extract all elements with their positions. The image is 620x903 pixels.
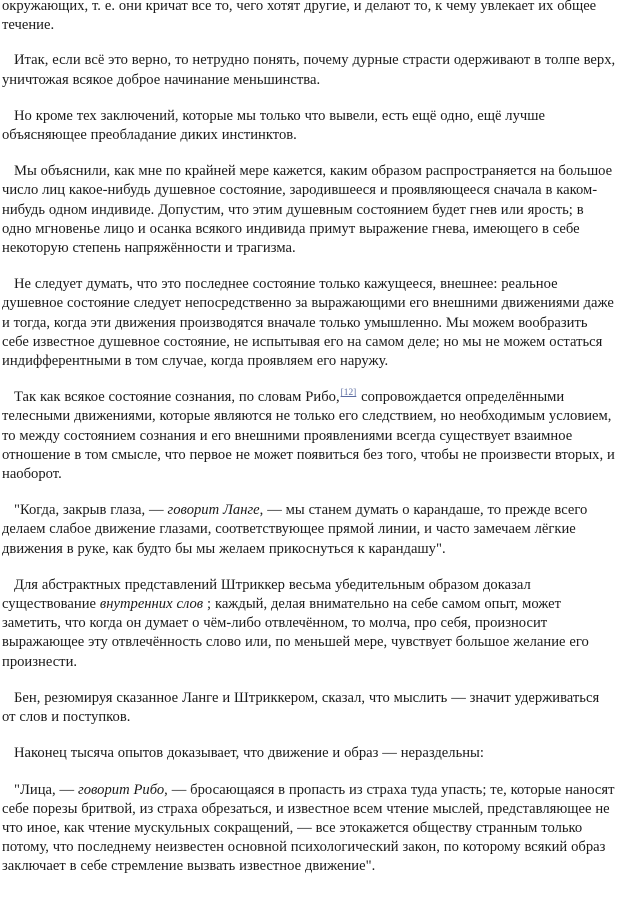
paragraph [2, 744, 616, 763]
body-text-run: Но кроме тех заключений, которые мы только что вывели, есть ещё одно, ещё лучше объясняющее преобладание диких инстинктов. [2, 107, 545, 144]
body-text-run: сопровождается определёнными телесными движениями, которые являются не только его следствием, но необходимым условием, то между состоянием сознания и его внешними проявлениями всегда существует взаимное отношение в том смысле, что первое не может появиться без того, чтобы не произвести вторых, и наоборот. [2, 389, 615, 483]
paragraph [2, 501, 616, 559]
body-text-run: Итак, если всё это верно, то нетрудно понять, почему дурные страсти одерживают в толпе верх, уничтожая всякое доброе начинание меньшинства. [2, 52, 616, 88]
emphasis-text: внутренних слов [99, 596, 204, 613]
paragraph [2, 107, 616, 145]
body-text-run: Мы объяснили, как мне по крайней мере кажется, каким образом распространяется на большое число лиц какое-нибудь душевное состояние, зародившееся и проявляющееся сначала в каком-нибудь одном индивиде. Допустим, что этим душевным состоянием будет гнев или ярость; в одно мгновенье лицо и осанка всякого индивида примут выражение гнева, имеющего в себе некоторую степень напряжённости и трагизма. [2, 163, 613, 257]
paragraph [2, 162, 616, 258]
paragraph [2, 576, 616, 672]
paragraph [2, 388, 616, 484]
paragraph [2, 0, 616, 35]
body-text-run: ; каждый, делая внимательно на себе самом опыт, может заметить, что когда он думает о чём-либо отвлечённом, то молча, про себя, произносит выражающее эту отвлечённость слово или, по меньшей мере, чувствует большое желание его произнести. [2, 596, 589, 670]
body-text-run: , — мы станем думать о карандаше, то прежде всего делаем слабое движение глазами, соответствующее прямой линии, и часто замечаем лёгкие движения в руке, как будто бы мы желаем прикоснуться к карандашу". [2, 502, 588, 557]
paragraph [2, 51, 616, 89]
paragraph [2, 689, 616, 727]
body-text-run: окружающих, т. е. они кричат все то, чего хотят другие, и делают то, к чему увлекает их общее течение. [2, 0, 597, 34]
body-text-run: Наконец тысяча опытов доказывает, что движение и образ — нераздельны: [14, 745, 484, 762]
emphasis-text: говорит Ланге [167, 502, 260, 519]
body-text-run: "Когда, закрыв глаза, — [14, 502, 168, 519]
emphasis-text: говорит Рибо [77, 781, 165, 798]
body-text-run: , — бросающаяся в пропасть из страха туда упасть; те, которые наносят себе порезы бритвой, из страха обрезаться, и известное всем чтение мыслей, представляющее не что иное, как чтение мускульных сокращений, — все этокажется обществу странным только потому, что последнему неизвестен основной психологический закон, по которому всякий образ заключает в себе стремление вызвать известное движение". [2, 781, 615, 875]
body-text-run: Не следует думать, что это последнее состояние только кажущееся, внешнее: реальное душевное состояние следует непосредственно за выражающими его внешними движениями даже и тогда, когда эти движения производятся вначале только умышленно. Мы можем вообразить себе известное душевное состояние, не испытывая его на самом деле; но мы не можем остаться индифферентными в том случае, когда проявляем его наружу. [2, 276, 614, 370]
body-text-run: Бен, резюмируя сказанное Ланге и Штриккером, сказал, что мыслить — значит удерживаться от слов и поступков. [2, 689, 600, 726]
paragraph [2, 275, 616, 371]
footnote-reference-link[interactable]: [12] [340, 388, 357, 399]
paragraph [2, 781, 616, 877]
document-body [2, 0, 616, 877]
body-text-run: "Лица, — [14, 781, 78, 798]
body-text-run: Так как всякое состояние сознания, по словам Рибо, [14, 389, 340, 406]
body-text-run: Для абстрактных представлений Штриккер весьма убедительным образом доказал существование [2, 576, 531, 613]
